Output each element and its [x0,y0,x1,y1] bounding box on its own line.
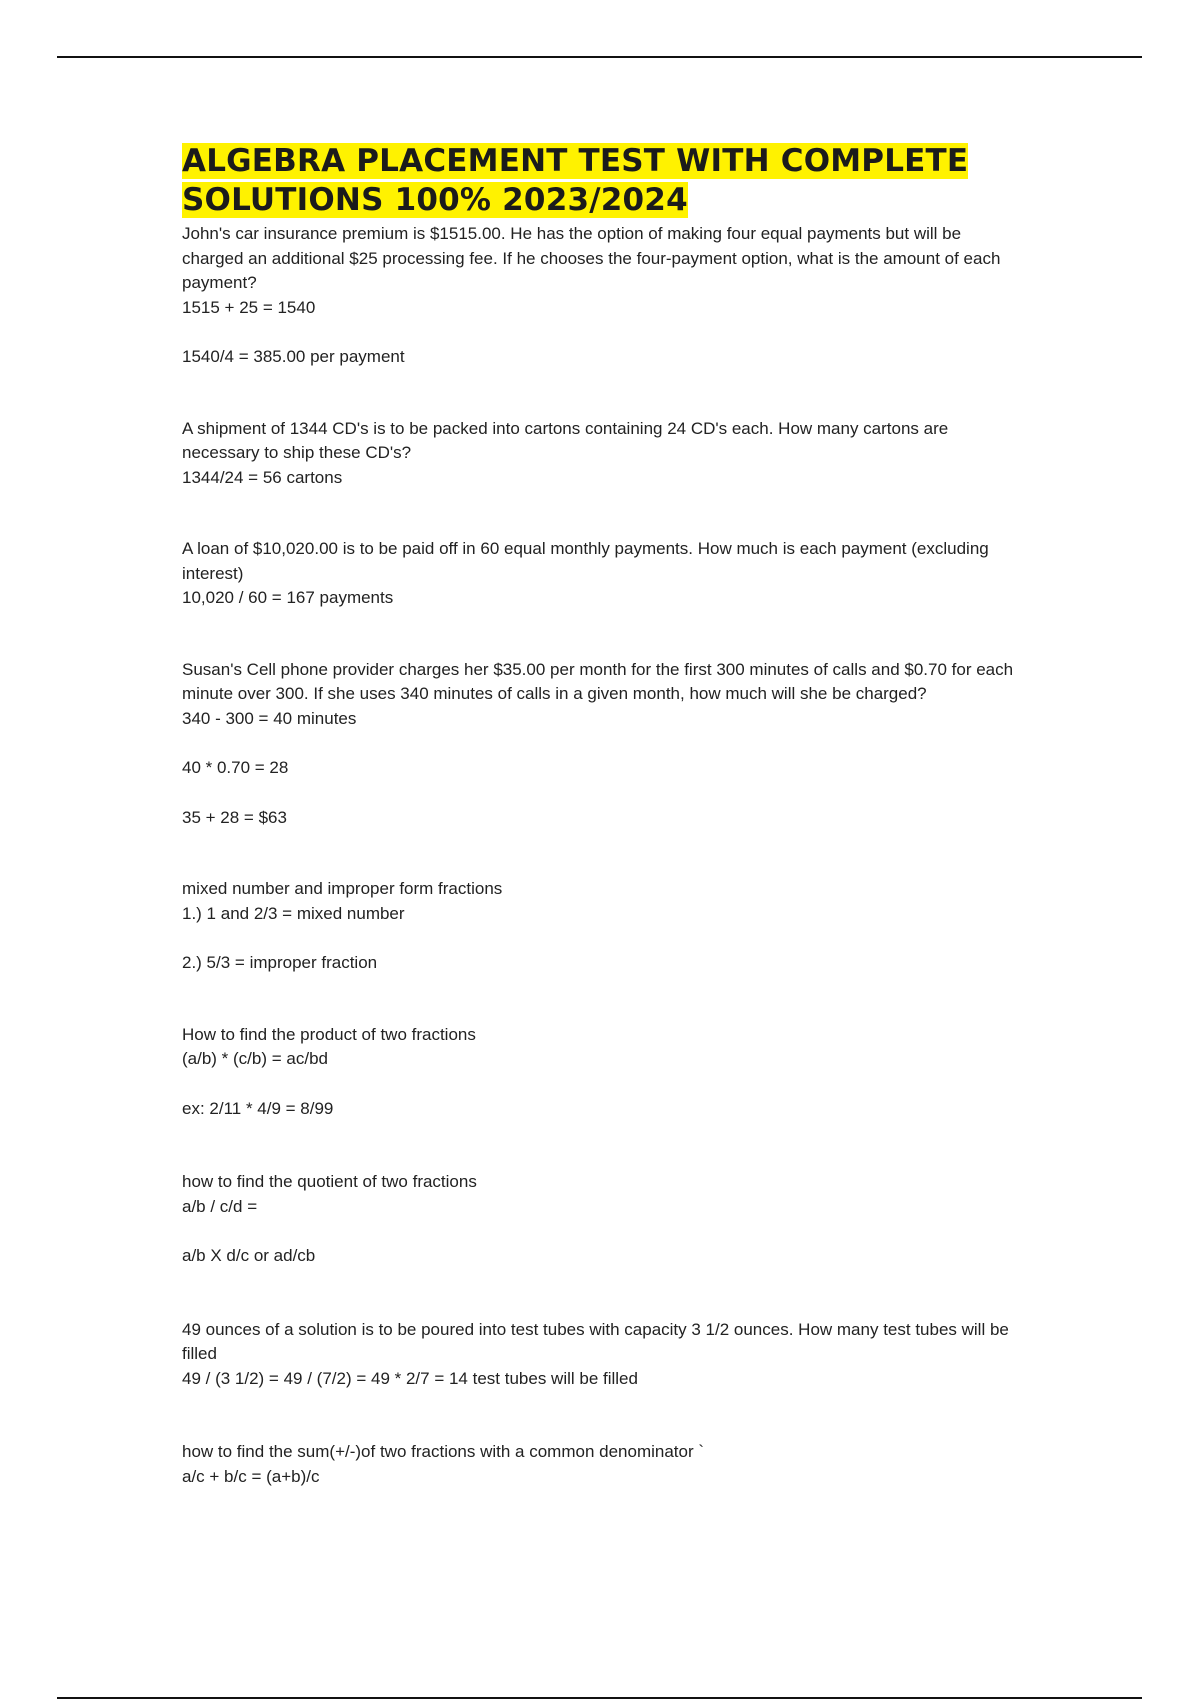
answer-line: 2.) 5/3 = improper fraction [182,953,378,972]
answer-line: 10,020 / 60 = 167 payments [182,588,394,607]
qa-item [182,658,1022,831]
question-text: A shipment of 1344 CD's is to be packed into cartons containing 24 CD's each. How many cartons are necessary to ship these CD's? [182,418,949,462]
answer-line: 1344/24 = 56 cartons [182,467,343,487]
answer-line: 1540/4 = 385.00 per payment [182,347,405,366]
answer-line: 35 + 28 = $63 [182,807,287,827]
question-text: how to find the quotient of two fractions [182,1172,477,1191]
qa-item [182,1440,1022,1489]
qa-item [182,417,1022,491]
answer-line: 1.) 1 and 2/3 = mixed number [182,903,405,923]
qa-item [182,537,1022,611]
answer-line: 49 / (3 1/2) = 49 / (7/2) = 49 * 2/7 = 14 test tubes will be filled [182,1368,638,1388]
title-line-1: ALGEBRA PLACEMENT TEST WITH COMPLETE [182,143,969,179]
bottom-rule [57,1697,1142,1699]
question-text: Susan's Cell phone provider charges her $35.00 per month for the first 300 minutes of calls and $0.70 for each minute over 300. If she uses 340 minutes of calls in a given month, how much will she be charged? [182,659,1014,703]
question-text: A loan of $10,020.00 is to be paid off in 60 equal monthly payments. How much is each payment (excluding interest) [182,539,989,583]
answer-line: 40 * 0.70 = 28 [182,758,289,777]
question-text: How to find the product of two fractions [182,1024,476,1044]
answer-line: ex: 2/11 * 4/9 = 8/99 [182,1098,334,1118]
answer-line: a/b / c/d = [182,1196,258,1216]
answer-line: 1515 + 25 = 1540 [182,297,316,317]
document-body [182,142,1022,1489]
qa-item [182,222,1022,370]
answer-line: (a/b) * (c/b) = ac/bd [182,1049,328,1068]
qa-item [182,1023,1022,1122]
qa-item [182,1318,1022,1392]
question-text: how to find the sum(+/-)of two fractions with a common denominator ` [182,1442,705,1461]
question-text: John's car insurance premium is $1515.00. He has the option of making four equal payments but will be charged an additional $25 processing fee. If he chooses the four-payment option, what is the amount of each payment? [182,224,1001,292]
title-line-2: SOLUTIONS 100% 2023/2024 [182,182,688,218]
top-rule [57,56,1142,58]
qa-item [182,1170,1022,1269]
answer-line: a/c + b/c = (a+b)/c [182,1466,320,1486]
question-text: mixed number and improper form fractions [182,879,503,898]
document-title [182,142,1022,220]
question-text: 49 ounces of a solution is to be poured into test tubes with capacity 3 1/2 ounces. How many test tubes will be filled [182,1319,1009,1363]
answer-line: a/b X d/c or ad/cb [182,1246,316,1265]
qa-item [182,877,1022,976]
answer-line: 340 - 300 = 40 minutes [182,708,357,728]
